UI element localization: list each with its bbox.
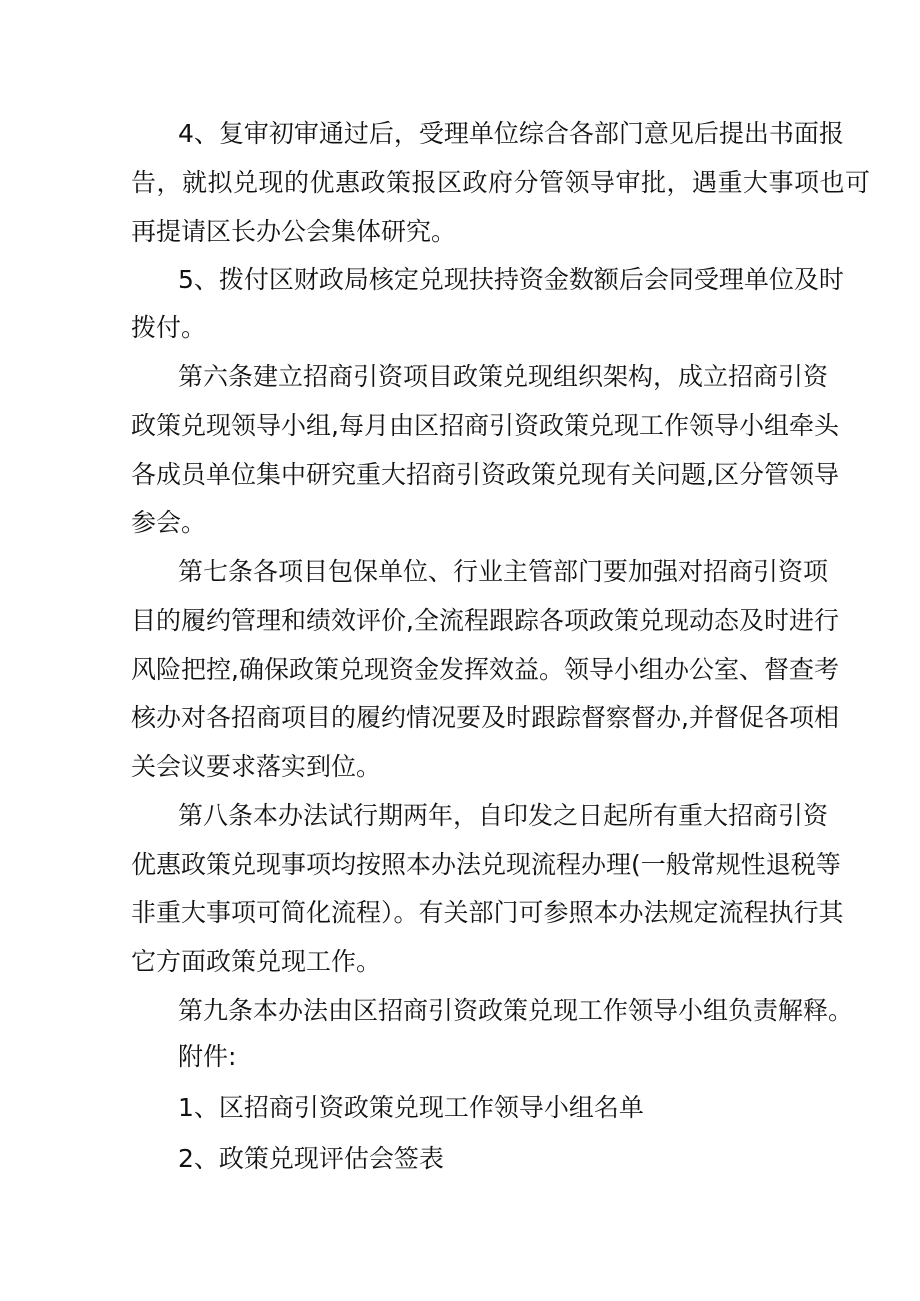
- item-4-line-2: 告，就拟兑现的优惠政策报区政府分管领导审批，遇重大事项也可: [131, 168, 871, 197]
- article-8-line-3: 非重大事项可简化流程）。有关部门可参照本办法规定流程执行其: [131, 898, 844, 927]
- article-6-line-1: 第六条建立招商引资项目政策兑现组织架构，成立招商引资: [178, 362, 829, 391]
- article-7-line-4: 核办对各招商项目的履约情况要及时跟踪督察督办,并督促各项相: [131, 703, 839, 732]
- article-6-line-3: 各成员单位集中研究重大招商引资政策兑现有关问题,区分管领导: [131, 460, 839, 489]
- article-7-line-3: 风险把控,确保政策兑现资金发挥效益。领导小组办公室、督查考: [131, 655, 839, 684]
- attachment-item-1: 1、区招商引资政策兑现工作领导小组名单: [178, 1093, 644, 1122]
- item-5-line-2: 拨付。: [131, 313, 207, 342]
- article-7-line-1: 第七条各项目包保单位、行业主管部门要加强对招商引资项: [178, 557, 829, 586]
- article-8-line-1: 第八条本办法试行期两年，自印发之日起所有重大招商引资: [178, 801, 829, 830]
- article-8-line-4: 它方面政策兑现工作。: [131, 947, 382, 976]
- article-7-line-2: 目的履约管理和绩效评价,全流程跟踪各项政策兑现动态及时进行: [131, 606, 839, 635]
- article-6-line-4: 参会。: [131, 508, 207, 537]
- article-8-line-2: 优惠政策兑现事项均按照本办法兑现流程办理(一般常规性退税等: [131, 850, 841, 879]
- article-6-line-2: 政策兑现领导小组,每月由区招商引资政策兑现工作领导小组牵头: [131, 411, 839, 440]
- attachments-heading: 附件:: [178, 1042, 237, 1071]
- item-4-line-1: 4、复审初审通过后，受理单位综合各部门意见后提出书面报: [178, 119, 844, 148]
- article-9-line-1: 第九条本办法由区招商引资政策兑现工作领导小组负责解释。: [178, 996, 854, 1025]
- item-4-line-3: 再提请区长办公会集体研究。: [131, 217, 457, 246]
- item-5-line-1: 5、拨付区财政局核定兑现扶持资金数额后会同受理单位及时: [178, 265, 844, 294]
- article-7-line-5: 关会议要求落实到位。: [131, 752, 382, 781]
- attachment-item-2: 2、政策兑现评估会签表: [178, 1144, 444, 1173]
